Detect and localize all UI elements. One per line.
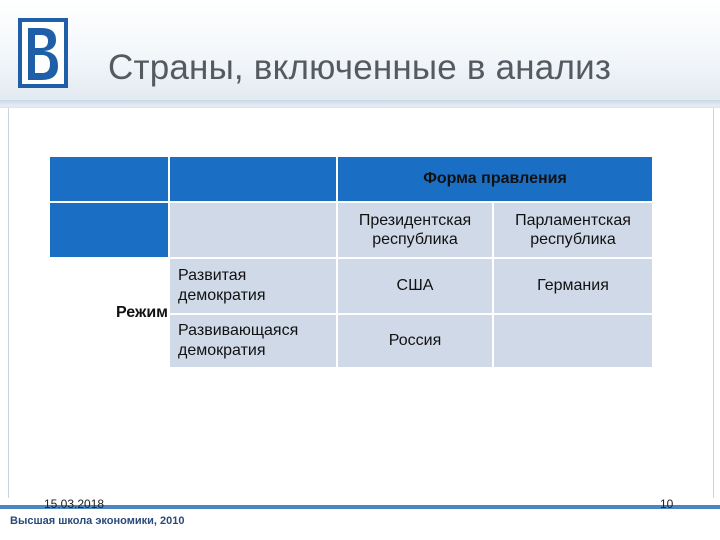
row-group-label: Режим [49,258,169,368]
corner-cell [49,202,169,258]
column-header-presidential: Президентская республика [337,202,493,258]
cell-presidential: Россия [337,314,493,368]
cell-parliamentary: Германия [493,258,653,314]
slide-date: 15.03.2018 [44,497,105,511]
organization-footer: Высшая школа экономики, 2010 [10,515,185,527]
footer-divider [0,505,720,509]
corner-cell [169,202,337,258]
table-header-row [49,156,653,202]
cell-parliamentary [493,314,653,368]
slide-title: Страны, включенные в анализ [108,48,612,87]
countries-table [48,155,654,369]
corner-cell [49,156,169,202]
corner-cell [169,156,337,202]
slide-header [0,0,720,108]
header-divider [0,100,720,106]
row-label: Развитая демократия [169,258,337,314]
cell-presidential: США [337,258,493,314]
page-number: 10 [660,497,674,511]
row-label: Развивающаяся демократия [169,314,337,368]
table-row [49,258,653,314]
column-headers-row [49,202,653,258]
column-header-parliamentary: Парламентская республика [493,202,653,258]
government-form-header: Форма правления [337,156,653,202]
hse-logo-icon [18,18,68,88]
